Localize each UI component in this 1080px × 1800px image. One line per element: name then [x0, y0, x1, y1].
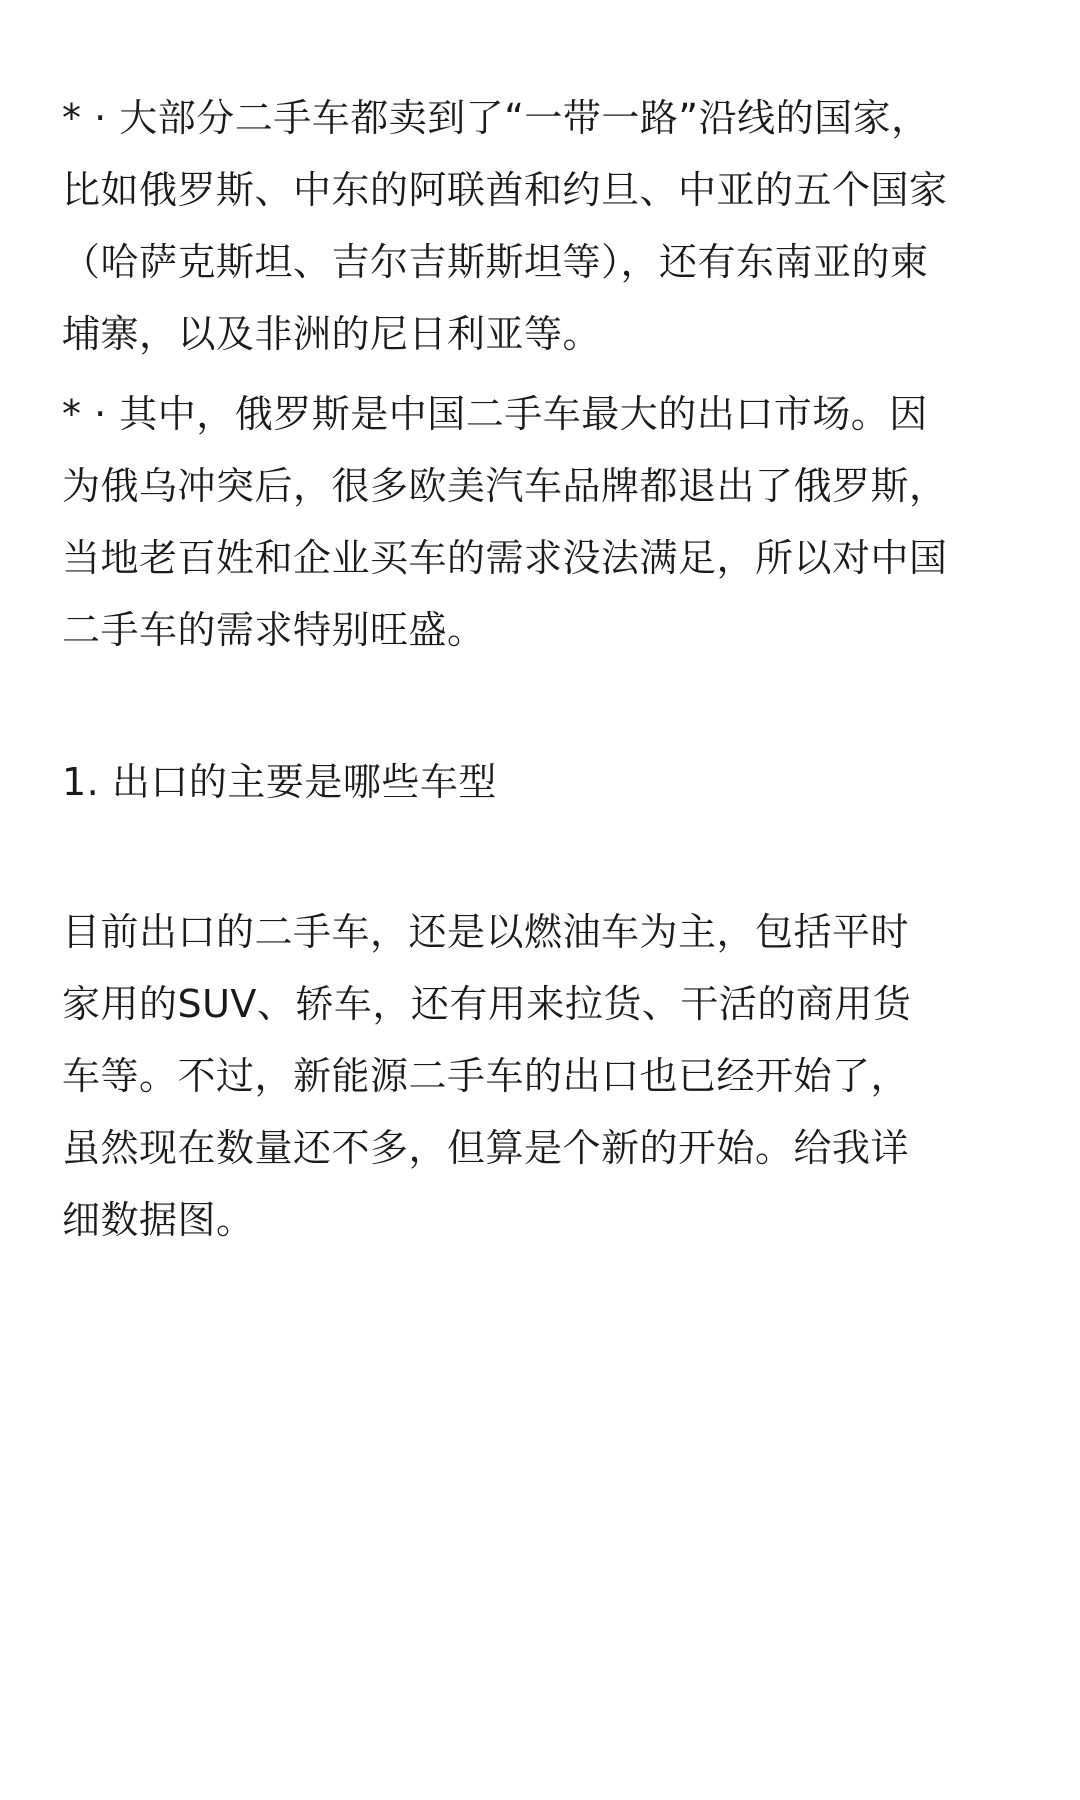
bullet-paragraph-russia — [62, 378, 1030, 666]
body-paragraph-vehicle-types — [62, 896, 1030, 1256]
article-content — [62, 82, 1030, 1256]
text-line: 目前出口的二手车，还是以燃油车为主，包括平时 — [62, 910, 910, 954]
text-line: * · 其中，俄罗斯是中国二手车最大的出口市场。因 — [62, 392, 928, 436]
text-line: 比如俄罗斯、中东的阿联酋和约旦、中亚的五个国家 — [62, 168, 948, 212]
text-line: 二手车的需求特别旺盛。 — [62, 608, 486, 652]
text-line: （哈萨克斯坦、吉尔吉斯斯坦等），还有东南亚的柬 — [62, 240, 929, 284]
text-line: 当地老百姓和企业买车的需求没法满足，所以对中国 — [62, 536, 948, 580]
bullet-paragraph-destinations — [62, 82, 1030, 370]
text-line: 车等。不过，新能源二手车的出口也已经开始了， — [62, 1054, 910, 1098]
heading-text: 1. 出口的主要是哪些车型 — [62, 760, 497, 804]
text-line: 虽然现在数量还不多，但算是个新的开始。给我详 — [62, 1126, 910, 1170]
text-line: 家用的SUV、轿车，还有用来拉货、干活的商用货 — [62, 982, 912, 1026]
text-line: 埔寨，以及非洲的尼日利亚等。 — [62, 312, 602, 356]
text-line: 为俄乌冲突后，很多欧美汽车品牌都退出了俄罗斯， — [62, 464, 948, 508]
text-line: 细数据图。 — [62, 1198, 255, 1242]
text-line: * · 大部分二手车都卖到了“一带一路”沿线的国家， — [62, 96, 930, 140]
section-heading — [62, 746, 1030, 818]
